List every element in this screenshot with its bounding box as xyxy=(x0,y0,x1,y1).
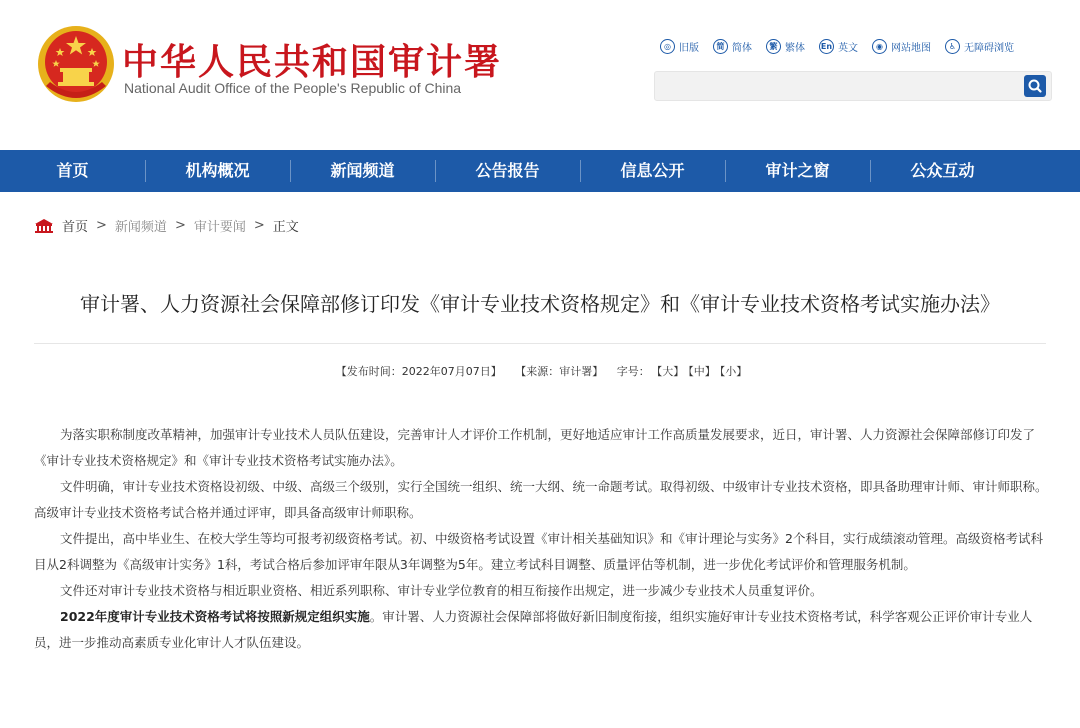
breadcrumb-current: 正文 xyxy=(272,220,299,235)
nav-info-disclosure[interactable]: 信息公开 xyxy=(580,150,725,192)
font-size-small[interactable]: 【小】 xyxy=(719,365,748,378)
site-subtitle: National Audit Office of the People's Republic of China xyxy=(124,80,462,96)
old-version-link[interactable] xyxy=(660,39,699,54)
top-links xyxy=(660,39,1014,54)
english-link[interactable] xyxy=(819,39,858,54)
paragraph: 文件明确，审计专业技术资格设初级、中级、高级三个级别，实行全国统一组织、统一大纲、统一命题考试。取得初级、中级审计专业技术资格，即具备助理审计师、审计师职称。高级审计专业技术资格考试合格并通过评审，即具备高级审计师职称。 xyxy=(34,479,1048,520)
breadcrumb xyxy=(34,216,299,235)
english-icon: En xyxy=(819,39,834,54)
nav-home[interactable]: 首页 xyxy=(56,161,89,180)
simplified-label: 简体 xyxy=(732,43,752,54)
accessibility-icon: ♿ xyxy=(945,39,960,54)
nav-organization[interactable]: 机构概况 xyxy=(145,150,290,192)
search-box xyxy=(654,71,1052,101)
nav-announcements[interactable]: 公告报告 xyxy=(435,150,580,192)
national-emblem-logo xyxy=(36,24,116,106)
font-size-large[interactable]: 【大】 xyxy=(656,365,685,378)
paragraph-bold-lead: 2022年度审计专业技术资格考试将按照新规定组织实施 xyxy=(60,609,370,624)
search-icon xyxy=(1024,75,1046,97)
home-building-icon xyxy=(34,218,54,234)
article-title: 审计署、人力资源社会保障部修订印发《审计专业技术资格规定》和《审计专业技术资格考试实施办法》 xyxy=(80,292,1000,316)
site-title: 中华人民共和国审计署 xyxy=(122,42,503,83)
old-version-label: 旧版 xyxy=(679,43,699,54)
paragraph-rest: 。审计署、人力资源社会保障部将做好新旧制度衔接，组织实施好审计专业技术资格考试，科学客观公正评价审计专业人员，进一步推动高素质专业化审计人才队伍建设。 xyxy=(34,609,1033,650)
breadcrumb-separator: > xyxy=(96,218,107,233)
accessibility-link[interactable] xyxy=(945,39,1014,54)
accessibility-label: 无障碍浏览 xyxy=(964,43,1014,54)
site-header xyxy=(0,0,1080,150)
search-button[interactable] xyxy=(1024,75,1046,97)
simplified-link[interactable] xyxy=(713,39,752,54)
paragraph: 文件提出，高中毕业生、在校大学生等均可报考初级资格考试。初、中级资格考试设置《审计相关基础知识》和《审计理论与实务》2个科目，实行成绩滚动管理。高级资格考试科目从2科调整为《高级审计实务》1科，考试合格后参加评审年限从3年调整为5年。建立考试科目调整、质量评估等机制，进一步优化考试评价和管理服务机制。 xyxy=(34,531,1043,572)
sitemap-link[interactable] xyxy=(872,39,931,54)
breadcrumb-news-channel[interactable]: 新闻频道 xyxy=(114,220,167,235)
breadcrumb-home[interactable]: 首页 xyxy=(62,220,89,235)
simplified-icon: 简 xyxy=(713,39,728,54)
traditional-label: 繁体 xyxy=(785,43,805,54)
sitemap-label: 网站地图 xyxy=(891,43,931,54)
publish-date: 【发布时间：2022年07月07日】 xyxy=(335,365,502,378)
font-size-medium[interactable]: 【中】 xyxy=(688,365,716,378)
breadcrumb-separator: > xyxy=(253,218,265,233)
title-divider xyxy=(34,343,1046,344)
font-size-label: 字号： xyxy=(616,365,650,378)
breadcrumb-audit-news[interactable]: 审计要闻 xyxy=(193,220,246,235)
nav-public-interaction[interactable]: 公众互动 xyxy=(870,150,1015,192)
search-input[interactable] xyxy=(663,76,1017,98)
article-meta xyxy=(0,363,1080,379)
sitemap-icon: ◉ xyxy=(872,39,887,54)
english-label: 英文 xyxy=(838,43,858,54)
article-source: 【来源：审计署】 xyxy=(515,365,604,378)
breadcrumb-separator: > xyxy=(174,218,186,233)
old-version-icon: ◎ xyxy=(660,39,675,54)
traditional-icon: 繁 xyxy=(766,39,781,54)
paragraph: 为落实职称制度改革精神，加强审计专业技术人员队伍建设，完善审计人才评价工作机制，更好地适应审计工作高质量发展要求，近日，审计署、人力资源社会保障部修订印发了《审计专业技术资格规定》和《审计专业技术资格考试实施办法》。 xyxy=(34,427,1036,468)
nav-news[interactable]: 新闻频道 xyxy=(290,150,435,192)
traditional-link[interactable] xyxy=(766,39,805,54)
nav-audit-window[interactable]: 审计之窗 xyxy=(725,150,870,192)
paragraph: 文件还对审计专业技术资格与相近职业资格、相近系列职称、审计专业学位教育的相互衔接作出规定，进一步减少专业技术人员重复评价。 xyxy=(60,583,823,598)
article-body xyxy=(34,422,1054,656)
paragraph xyxy=(34,604,1054,656)
main-nav xyxy=(0,150,1080,192)
